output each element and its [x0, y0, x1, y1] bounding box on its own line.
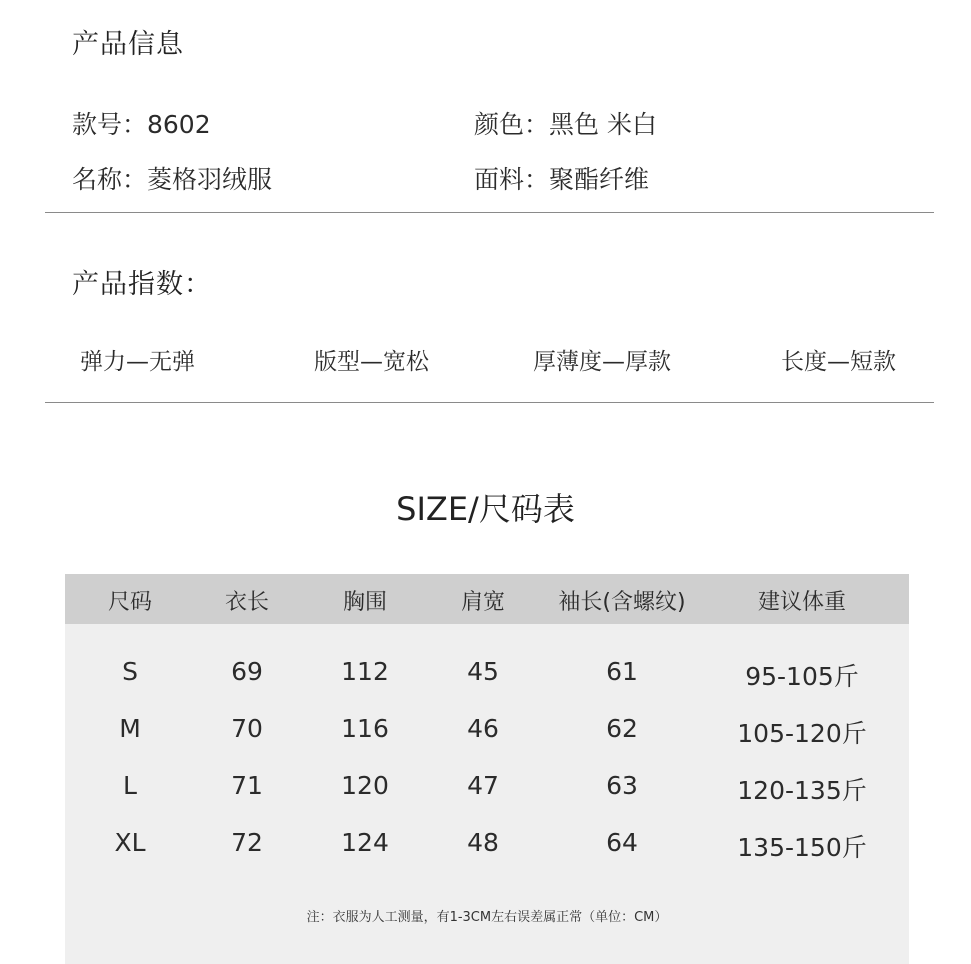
- style-number: 款号：8602: [72, 110, 211, 139]
- header-size: 尺码: [107, 590, 153, 615]
- cell-length: 71: [231, 771, 263, 800]
- size-table: [65, 574, 909, 964]
- cell-weight: 105-120斤: [737, 719, 867, 748]
- measurement-note: 注：衣服为人工测量，有1-3CM左右误差属正常（单位：CM）: [306, 910, 668, 925]
- index-length: 长度—短款: [781, 349, 896, 375]
- cell-sleeve: 64: [606, 828, 638, 857]
- cell-sleeve: 62: [606, 714, 638, 743]
- header-shoulder: 肩宽: [460, 590, 506, 615]
- cell-shoulder: 47: [467, 771, 499, 800]
- cell-chest: 120: [341, 771, 389, 800]
- cell-size: L: [123, 771, 137, 800]
- cell-length: 69: [231, 657, 263, 686]
- cell-size: M: [119, 714, 141, 743]
- cell-size: XL: [114, 828, 146, 857]
- header-length: 衣长: [224, 590, 270, 615]
- cell-weight: 135-150斤: [737, 833, 867, 862]
- size-table-header: [65, 574, 909, 624]
- product-index-title: 产品指数：: [72, 269, 212, 300]
- header-weight: 建议体重: [757, 590, 847, 615]
- cell-weight: 95-105斤: [745, 662, 859, 691]
- size-chart-title: SIZE/尺码表: [396, 490, 575, 528]
- divider-bottom: [45, 402, 934, 403]
- cell-sleeve: 61: [606, 657, 638, 686]
- color-info: 颜色：黑色 米白: [474, 110, 657, 139]
- product-info-title: 产品信息: [72, 29, 184, 60]
- index-fit: 版型—宽松: [314, 349, 429, 375]
- cell-length: 72: [231, 828, 263, 857]
- cell-shoulder: 46: [467, 714, 499, 743]
- cell-chest: 124: [341, 828, 389, 857]
- cell-length: 70: [231, 714, 263, 743]
- cell-size: S: [122, 657, 138, 686]
- index-thickness: 厚薄度—厚款: [533, 349, 671, 375]
- fabric-info: 面料：聚酯纤维: [474, 165, 650, 194]
- header-sleeve: 袖长(含螺纹): [558, 590, 686, 615]
- cell-shoulder: 45: [467, 657, 499, 686]
- product-name: 名称：菱格羽绒服: [72, 165, 273, 194]
- divider-top: [45, 212, 934, 213]
- cell-weight: 120-135斤: [737, 776, 867, 805]
- cell-chest: 116: [341, 714, 389, 743]
- header-chest: 胸围: [342, 590, 388, 615]
- cell-shoulder: 48: [467, 828, 499, 857]
- cell-chest: 112: [341, 657, 389, 686]
- index-elasticity: 弹力—无弹: [80, 349, 195, 375]
- cell-sleeve: 63: [606, 771, 638, 800]
